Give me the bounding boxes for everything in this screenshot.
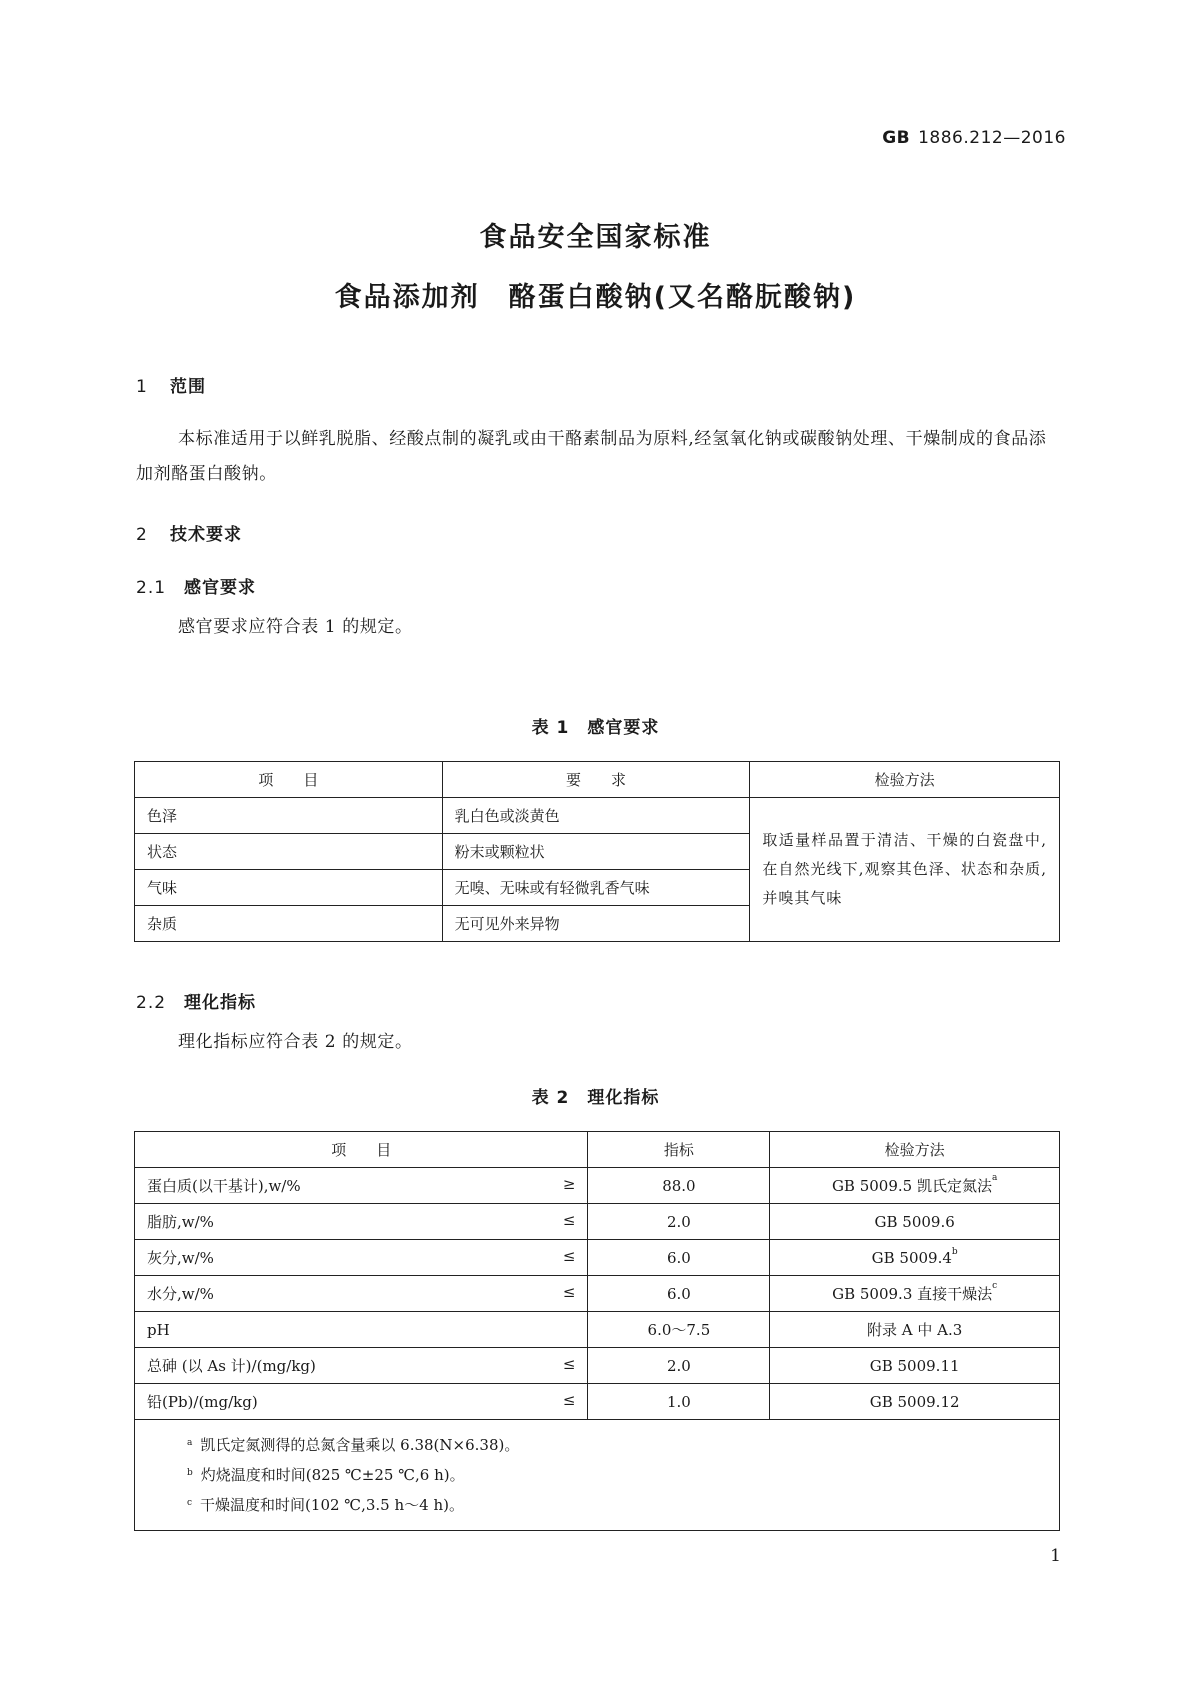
footnote-ref: b [951, 1246, 958, 1257]
comparison-symbol: ≤ [562, 1391, 576, 1409]
value-cell: 6.0 [588, 1276, 770, 1312]
column-header-item: 项 目 [135, 762, 443, 798]
table-row [135, 1348, 1060, 1384]
comparison-symbol: ≤ [562, 1355, 576, 1373]
section-title: 技术要求 [170, 525, 242, 545]
table-header-row [135, 762, 1060, 798]
requirement-cell: 无可见外来异物 [442, 906, 750, 942]
requirement-cell: 粉末或颗粒状 [442, 834, 750, 870]
column-header-indicator: 指标 [588, 1132, 770, 1168]
comparison-symbol: ≤ [562, 1211, 576, 1229]
method-cell [770, 1276, 1060, 1312]
standard-code: 1886.212—2016 [918, 128, 1066, 148]
table-row [135, 1312, 1060, 1348]
column-header-item: 项 目 [135, 1132, 588, 1168]
method-cell [770, 1348, 1060, 1384]
value-cell: 6.0～7.5 [588, 1312, 770, 1348]
item-cell [135, 1348, 588, 1384]
item-label: 铅(Pb)/(mg/kg) [147, 1393, 258, 1411]
section-title: 范围 [170, 377, 206, 397]
table-notes [135, 1420, 1060, 1531]
section-1-paragraph: 本标准适用于以鲜乳脱脂、经酸点制的凝乳或由干酪素制品为原料,经氢氧化钠或碳酸钠处理、干燥制成的食品添加剂酪蛋白酸钠。 [136, 429, 1047, 484]
value-cell: 1.0 [588, 1384, 770, 1420]
item-label: 脂肪,w/% [147, 1213, 214, 1231]
item-cell [135, 1276, 588, 1312]
value-cell: 2.0 [588, 1348, 770, 1384]
footnote-mark: a [187, 1438, 193, 1448]
item-cell [135, 1168, 588, 1204]
requirement-cell: 无嗅、无味或有轻微乳香气味 [442, 870, 750, 906]
table-1-caption: 表 1 感官要求 [531, 718, 660, 738]
column-header-requirement: 要 求 [442, 762, 750, 798]
document-title: 食品安全国家标准 [479, 222, 712, 253]
section-2-1-paragraph: 感官要求应符合表 1 的规定。 [178, 617, 413, 637]
method-cell [770, 1204, 1060, 1240]
section-title: 理化指标 [184, 993, 256, 1013]
value-cell: 6.0 [588, 1240, 770, 1276]
section-1-heading [136, 372, 206, 397]
standard-prefix: GB [882, 128, 911, 148]
item-label: pH [147, 1320, 170, 1339]
method-cell [770, 1240, 1060, 1276]
footnote [187, 1490, 1059, 1520]
item-cell: 杂质 [135, 906, 443, 942]
footnote-text: 干燥温度和时间(102 ℃,3.5 h～4 h)。 [200, 1496, 464, 1514]
section-2-2-heading [136, 988, 256, 1013]
item-cell: 色泽 [135, 798, 443, 834]
footnote-ref: a [991, 1173, 998, 1183]
requirement-cell: 乳白色或淡黄色 [442, 798, 750, 834]
comparison-symbol: ≥ [562, 1175, 576, 1193]
table-row [135, 798, 1060, 834]
standard-number [882, 128, 1066, 148]
footnote [187, 1430, 1059, 1460]
comparison-symbol: ≤ [562, 1283, 576, 1301]
item-cell [135, 1204, 588, 1240]
item-cell: 状态 [135, 834, 443, 870]
item-cell [135, 1384, 588, 1420]
footnote-mark: b [187, 1468, 193, 1478]
section-number: 2.1 [136, 578, 167, 598]
document-subtitle: 食品添加剂 酪蛋白酸钠(又名酪朊酸钠) [334, 282, 857, 313]
section-2-2-paragraph: 理化指标应符合表 2 的规定。 [178, 1032, 413, 1052]
table-row [135, 1384, 1060, 1420]
table-row [135, 1168, 1060, 1204]
item-label: 灰分,w/% [147, 1249, 214, 1267]
column-header-method: 检验方法 [750, 762, 1060, 798]
method-cell [770, 1168, 1060, 1204]
table-row [135, 1204, 1060, 1240]
page-number: 1 [1050, 1546, 1061, 1566]
item-label: 水分,w/% [147, 1285, 214, 1303]
comparison-symbol: ≤ [562, 1247, 576, 1265]
table-notes-row [135, 1420, 1060, 1531]
table-row [135, 1276, 1060, 1312]
section-number: 2.2 [136, 993, 167, 1013]
footnote-ref: c [992, 1281, 998, 1291]
method-text: 附录 A 中 A.3 [867, 1321, 963, 1339]
section-number: 2 [136, 525, 148, 545]
sensory-requirements-table [134, 761, 1060, 942]
physicochemical-indicators-table [134, 1131, 1060, 1531]
value-cell: 2.0 [588, 1204, 770, 1240]
method-cell [770, 1384, 1060, 1420]
section-number: 1 [136, 377, 148, 397]
footnote-mark: c [187, 1498, 193, 1508]
item-cell: 气味 [135, 870, 443, 906]
method-cell: 取适量样品置于清洁、干燥的白瓷盘中,在自然光线下,观察其色泽、状态和杂质,并嗅其气味 [750, 798, 1060, 942]
item-label: 蛋白质(以干基计),w/% [147, 1177, 301, 1195]
method-text: GB 5009.6 [874, 1212, 955, 1231]
value-cell: 88.0 [588, 1168, 770, 1204]
table-2-caption: 表 2 理化指标 [531, 1088, 660, 1108]
method-cell [770, 1312, 1060, 1348]
table-header-row [135, 1132, 1060, 1168]
method-text: GB 5009.12 [869, 1392, 960, 1411]
footnote [187, 1460, 1059, 1490]
method-text: GB 5009.11 [869, 1356, 960, 1375]
table-row [135, 1240, 1060, 1276]
method-text: GB 5009.5 凯氏定氮法 [831, 1177, 992, 1195]
method-text: GB 5009.3 直接干燥法 [832, 1285, 993, 1303]
item-label: 总砷 (以 As 计)/(mg/kg) [147, 1357, 316, 1375]
item-cell [135, 1240, 588, 1276]
section-title: 感官要求 [184, 578, 256, 598]
footnote-text: 灼烧温度和时间(825 ℃±25 ℃,6 h)。 [200, 1466, 465, 1484]
section-2-heading [136, 520, 242, 545]
item-cell [135, 1312, 588, 1348]
column-header-method: 检验方法 [770, 1132, 1060, 1168]
method-text: GB 5009.4 [871, 1248, 952, 1267]
section-2-1-heading [136, 573, 256, 598]
footnote-text: 凯氏定氮测得的总氮含量乘以 6.38(N×6.38)。 [200, 1436, 520, 1454]
